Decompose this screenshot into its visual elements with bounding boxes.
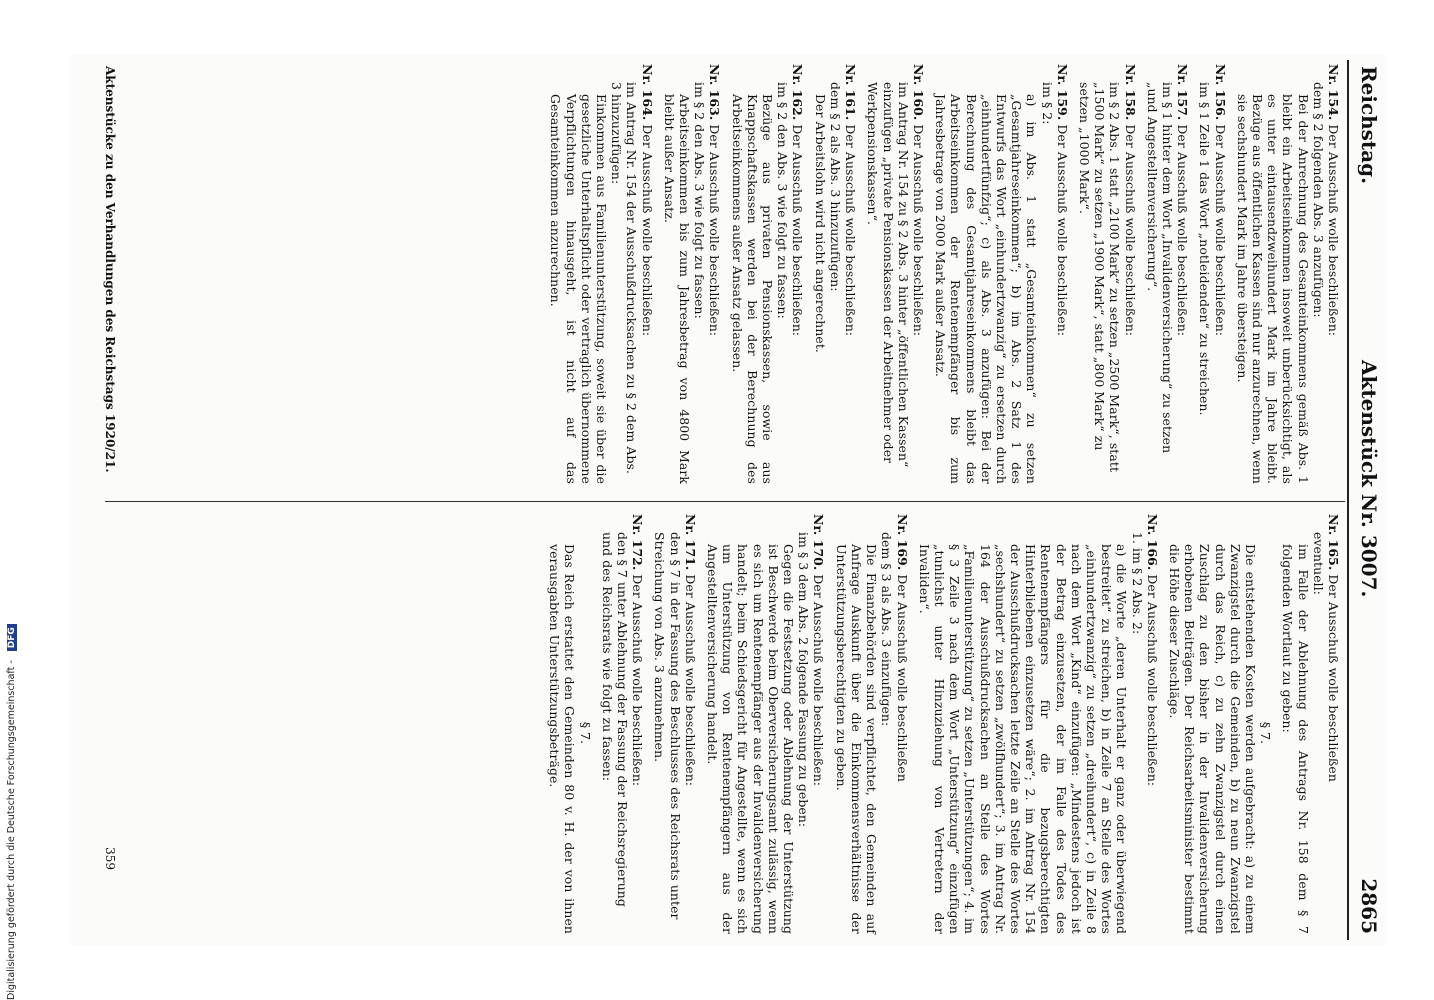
motion-number: Nr. 157. xyxy=(1175,64,1191,121)
motion-number: Nr. 160. xyxy=(910,64,926,121)
motion-item xyxy=(1197,64,1227,484)
motion-heading xyxy=(790,64,805,484)
motion-text: Der Ausschuß wolle beschließen: xyxy=(682,574,698,787)
motion-heading xyxy=(1145,514,1160,934)
motion-number: Nr. 161. xyxy=(843,64,859,121)
motion-text: Der Ausschuß wolle beschließen: xyxy=(1212,124,1228,337)
left-column xyxy=(541,64,1341,484)
page-number: 2865 xyxy=(1357,878,1381,934)
motion-text: Der Ausschuß wolle beschließen: xyxy=(843,124,859,337)
page-scan xyxy=(70,55,1385,945)
motion-text: Der Ausschuß wolle beschließen: xyxy=(639,124,655,337)
motion-heading xyxy=(1326,64,1341,484)
motion-body: Der Arbeitslohn wird nicht angerechnet. xyxy=(812,94,828,353)
motion-item xyxy=(1077,64,1138,484)
motion-number: Nr. 170. xyxy=(811,514,827,571)
motion-item xyxy=(729,64,805,484)
motion-intro: im § 2: xyxy=(1039,82,1055,125)
motion-body: Arbeitseinkommen bis zum Jahresbetrag von 4800 Mark bleibt außer Ansatz. xyxy=(661,94,693,484)
motion-body: Einkommen aus Familienunterstützung, soweit sie über die gesetzliche Unterhaltspflicht oder vertraglich übernommene Verpflichtungen hinausgeht, ist nicht auf das Gesamteinkommen anzurechnen. xyxy=(548,94,610,484)
motion-item xyxy=(1145,64,1191,484)
motion-heading xyxy=(1122,64,1137,484)
footer-number: 359 xyxy=(103,847,117,870)
motion-text: Der Ausschuß wolle beschließen: xyxy=(790,124,806,337)
column-divider xyxy=(105,501,1345,502)
motion-text: Der Ausschuß wolle beschließen: xyxy=(630,574,646,787)
motion-item xyxy=(834,514,910,934)
header-rule xyxy=(1347,60,1349,940)
motion-heading xyxy=(843,64,858,484)
motion-item xyxy=(1235,64,1341,484)
rotated-page xyxy=(85,60,1385,940)
motion-text: Der Ausschuß wolle beschließen: xyxy=(811,574,827,787)
motion-intro: im Antrag Nr. 154 zu § 2 Abs. 3 hinter „öffentlichen Kassen“ einzufügen „private Pensionskassen der Arbeitnehmer oder Werkpensionskassen“. xyxy=(865,82,911,468)
motion-intro: 1. im § 2 Abs. 2: xyxy=(1129,532,1145,635)
motion-heading xyxy=(639,64,654,484)
page-footer xyxy=(93,60,123,940)
motion-number: Nr. 156. xyxy=(1212,64,1228,121)
motion-number: Nr. 162. xyxy=(790,64,806,121)
motion-item xyxy=(705,514,827,934)
motion-item xyxy=(917,514,1160,934)
motion-intro: § 7. xyxy=(577,721,593,745)
motion-number: Nr. 166. xyxy=(1144,514,1160,571)
motion-text: Der Ausschuß wolle beschließen: xyxy=(1175,124,1191,337)
motion-heading xyxy=(1055,64,1070,484)
motion-number: Nr. 154. xyxy=(1326,64,1341,121)
digitization-text: Digitalisierung gefördert durch die Deutsche Forschungsgemeinschaft - xyxy=(6,660,17,1000)
motion-item xyxy=(865,64,926,484)
motion-body: a) im Abs. 1 statt „Gesamteinkommen“ zu setzen „Gesamtjahreseinkommen“; b) im Abs. 2 Satz 1 des Entwurfs das Wort „einhundertzwanzig“ zu ersetzen durch „einhundertfünfzig“; c) als Abs. 3 anzufügen: Bei der Berechnung des Gesamtjahreseinkommens bleibt das Arbeitseinkommen der Rentenempfänger bis zum Jahresbetrage von 2000 Mark außer Ansatz. xyxy=(933,94,1040,484)
motion-number: Nr. 164. xyxy=(639,64,655,121)
motion-intro: den § 7 in der Fassung des Beschlusses des Reichsrats unter Streichung von Abs. 3 anzunehmen. xyxy=(652,532,683,920)
motion-text: Der Ausschuß wolle beschließen xyxy=(894,574,910,782)
motion-number: Nr. 172. xyxy=(630,514,646,571)
motion-text: Der Ausschuß wolle beschließen: xyxy=(1122,124,1138,337)
right-column xyxy=(540,514,1341,934)
motion-intro: § 7. xyxy=(1258,721,1274,745)
footer-source: Aktenstücke zu den Verhandlungen des Reichstags 1920/21. xyxy=(103,66,117,473)
motion-body: Gegen die Festsetzung oder Ablehnung der Unterstützung ist Beschwerde beim Oberversicherungsamt zulässig, wenn es sich um Rentenempfänger aus der Invalidenversicherung handelt; beim Schiedsgericht für Angestellte, wenn es sich um Unterstützung von Rentenempfängern aus der Angestelltenversicherung handelt. xyxy=(705,544,797,934)
motion-number: Nr. 158. xyxy=(1122,64,1138,121)
motion-heading xyxy=(1175,64,1190,484)
motion-heading xyxy=(1326,514,1341,934)
motion-number: Nr. 169. xyxy=(894,514,910,571)
motion-intro: im § 1 Zeile 1 das Wort „notleidenden“ zu streichen. xyxy=(1197,82,1213,416)
header-title: Aktenstück Nr. 3007. xyxy=(1357,360,1381,598)
motion-number: Nr. 159. xyxy=(1054,64,1070,121)
motion-heading xyxy=(707,64,722,484)
motion-intro: im Antrag Nr. 154 der Ausschußdrucksachen zu § 2 dem Abs. 3 hinzuzufügen: xyxy=(609,82,640,474)
motion-item xyxy=(1280,514,1341,934)
page-header xyxy=(1349,60,1385,940)
motion-number: Nr. 165. xyxy=(1326,514,1341,571)
motion-item xyxy=(548,64,654,484)
motion-text: Der Ausschuß wolle beschließen xyxy=(1326,574,1341,782)
motion-intro: den § 7 unter Ablehnung der Fassung der Reichsregierung und des Reichsrats wie folgt zu fassen: xyxy=(599,532,631,907)
motion-intro: dem § 2 als Abs. 3 hinzuzufügen: xyxy=(827,82,843,292)
motion-body: im Falle der Ablehnung des Antrags Nr. 158 dem § 7 folgenden Wortlaut zu geben: xyxy=(1280,544,1311,934)
motion-intro: im § 2 den Abs. 3 wie folgt zu fassen: xyxy=(775,82,791,319)
motion-text: Der Ausschuß wolle beschließen: xyxy=(1144,574,1160,787)
motion-number: Nr. 163. xyxy=(707,64,723,121)
motion-item xyxy=(1167,514,1273,934)
motion-heading xyxy=(683,514,698,934)
motion-item xyxy=(813,64,859,484)
digitization-note xyxy=(6,10,20,1000)
motion-item xyxy=(600,514,646,934)
motion-item xyxy=(933,64,1070,484)
motion-text: Der Ausschuß wolle beschließen: xyxy=(910,124,926,337)
motion-intro: im § 2 Abs. 1 statt „2100 Mark“ zu setzen „2500 Mark“, statt „1500 Mark“ zu setzen „1900 Mark“, statt „800 Mark“ zu setzen „1000 Mark“. xyxy=(1076,82,1123,473)
motion-heading xyxy=(894,514,909,934)
motion-intro: im § 2 den Abs. 3 wie folgt zu fassen: xyxy=(692,82,708,319)
motion-intro: im § 3 dem Abs. 2 folgende Fassung zu geben: xyxy=(796,532,812,828)
header-left: Reichstag. xyxy=(1357,66,1381,185)
motion-text: Der Ausschuß wolle beschließen: xyxy=(1326,124,1341,337)
motion-intro: dem § 3 als Abs. 3 einzufügen: xyxy=(879,532,895,727)
motion-body: Bei der Anrechnung des Gesamteinkommens gemäß Abs. 1 bleibt ein Arbeitseinkommen insoweit unberücksichtigt, als es unter eintausendzweihundert Mark im Jahre bleibt. Bezüge aus öffentlichen Kassen sind nur anzurechnen, wenn sie sechshundert Mark im Jahre übersteigen. xyxy=(1234,94,1311,484)
motion-item xyxy=(652,514,698,934)
motion-body: a) die Worte „deren Unterhalt er ganz oder überwiegend bestreitet“ zu streichen, b) in Zeile 7 an Stelle des Wortes „einhundertzwanzig“ zu setzen „dreihundert“, c) in Zeile 8 nach dem Wort „Kind“ einzufügen: „Mindestens jedoch ist der Betrag einzusetzen, der im Falle des Todes des Rentenempfängers für die bezugsberechtigten Hinterbliebenen einzusetzen wäre“; 2. im Antrag Nr. 154 der Ausschußdrucksachen letzte Zeile an Stelle des Wortes „sechshundert“ zu setzen „zwölfhundert“; 3. im Antrag Nr. 164 der Ausschußdrucksachen an Stelle des Wortes „Familienunterstützung“ zu setzen „Unterstützungen“; 4. im § 3 Zeile 3 nach dem Wort „Unterstützung“ einzufügen „tunlichst unter Hinzuziehung von Vertretern der Invaliden“. xyxy=(916,544,1130,934)
motion-text: Der Ausschuß wolle beschließen: xyxy=(1054,124,1070,337)
motion-heading xyxy=(630,514,645,934)
motion-body: Das Reich erstattet den Gemeinden 80 v. H. der von ihnen verausgabten Unterstützungsbeträge. xyxy=(547,544,578,934)
motion-body: Die entstehenden Kosten werden aufgebracht: a) zu einem Zwanzigstel durch die Gemeinden, b) zu neun Zwanzigstel durch das Reich, c) zu zehn Zwanzigstel durch einen Zuschlag zu den bisher in der Invalidenversicherung erhobenen Beiträgen. Der Reichsarbeitsminister bestimmt die Höhe dieser Zuschläge. xyxy=(1166,544,1258,934)
motion-intro: dem § 2 folgenden Abs. 3 anzufügen: xyxy=(1310,82,1326,318)
motion-text: Der Ausschuß wolle beschließen: xyxy=(707,124,723,337)
motion-item xyxy=(662,64,723,484)
motion-number: Nr. 171. xyxy=(682,514,698,571)
motion-body: Bezüge aus privaten Pensionskassen, sowie aus Knappschaftskassen werden bei der Berechnung des Arbeitseinkommens außer Ansatz gelassen. xyxy=(729,94,776,484)
motion-heading xyxy=(811,514,826,934)
motion-body: Die Finanzbehörden sind verpflichtet, den Gemeinden auf Anfrage Auskunft über die Einkommensverhältnisse der Unterstützungsberechtigten zu geben. xyxy=(833,544,880,934)
motion-intro: eventuell: xyxy=(1310,532,1326,596)
motion-item xyxy=(547,514,593,934)
motion-heading xyxy=(911,64,926,484)
motion-intro: im § 1 hinter dem Wort „Invalidenversicherung“ zu setzen „und Angestelltenversicherung“. xyxy=(1144,82,1175,454)
motion-heading xyxy=(1212,64,1227,484)
dfg-logo: DFG xyxy=(7,624,17,651)
